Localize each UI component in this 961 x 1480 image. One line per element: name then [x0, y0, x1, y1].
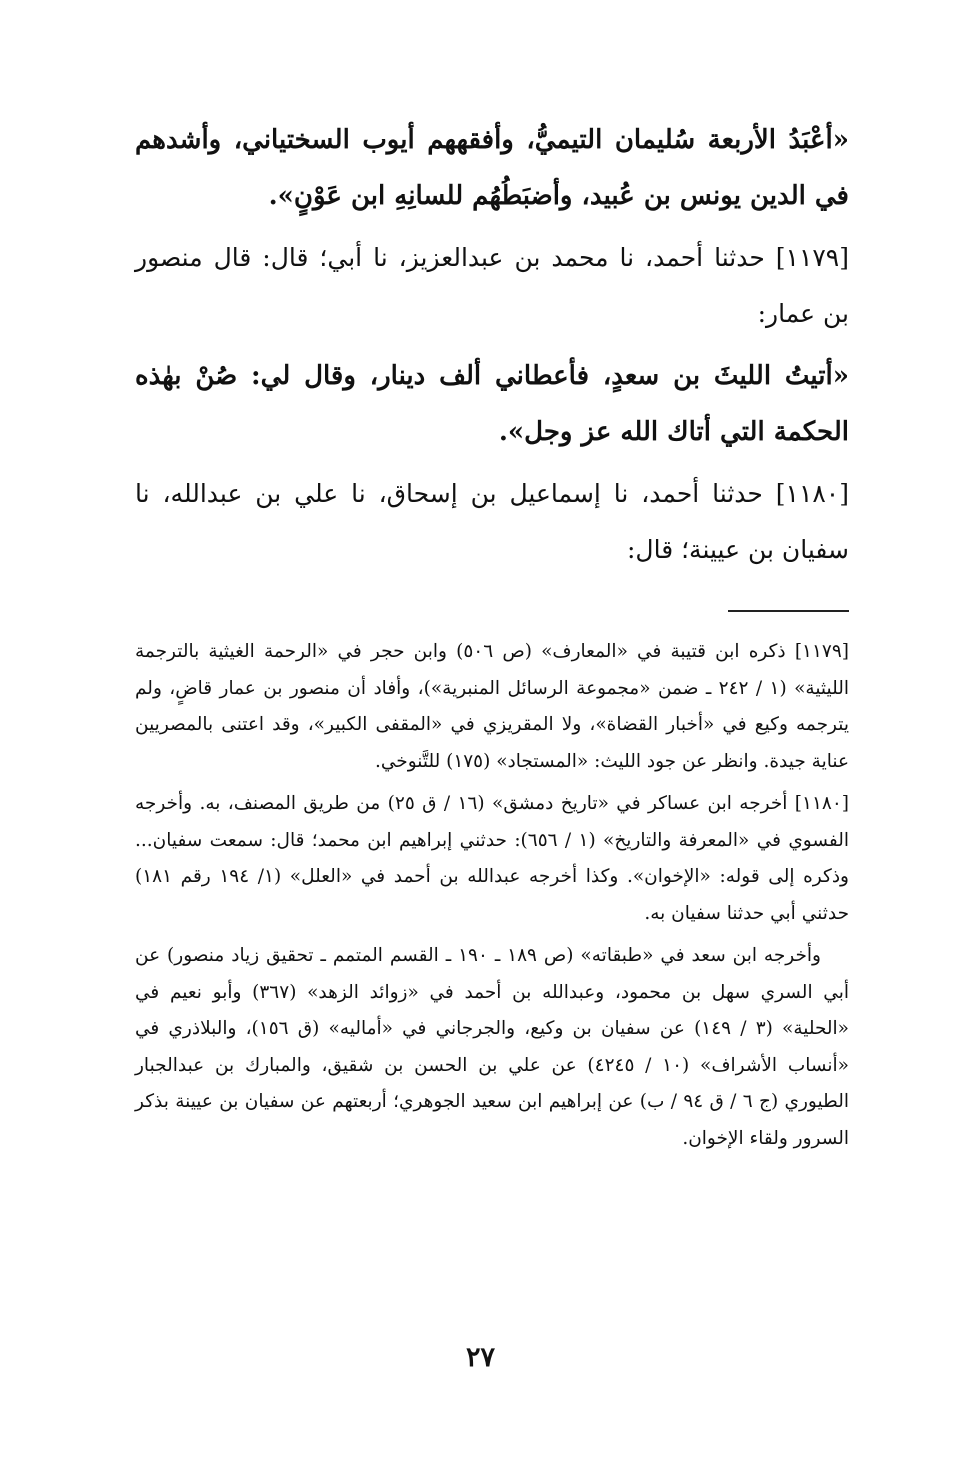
hadith-paragraph-1180: [١١٨٠] حدثنا أحمد، نا إسماعيل بن إسحاق، نا علي بن عبدالله، نا سفيان بن عيينة؛ قال:: [135, 479, 849, 564]
hadith-paragraph-1179: [١١٧٩] حدثنا أحمد، نا محمد بن عبدالعزيز، نا أبي؛ قال: قال منصور بن عمار:: [135, 243, 849, 328]
footnote-divider: [728, 610, 849, 612]
main-text-body: [135, 112, 849, 578]
footnotes-section: [135, 634, 849, 1157]
quote-paragraph-1: «أعْبَدُ الأربعة سُليمان التيميُّ، وأفقههم أيوب السختياني، وأشدهم في الدين يونس بن عُبيد، وأضبَطُهُم للسانِهِ ابن عَوْنٍ».: [135, 125, 849, 211]
page-number: ٢٧: [465, 1342, 495, 1373]
footnote-1180: [١١٨٠] أخرجه ابن عساكر في «تاريخ دمشق» (١٦ / ق ٢٥) من طريق المصنف، به. وأخرجه الفسوي في «المعرفة والتاريخ» (١ / ٦٥٦): حدثني إبراهيم ابن محمد؛ قال: سمعت سفيان... وذكره إلى قوله: «الإخوان». وكذا أخرجه عبدالله بن أحمد في «العلل» (١/ ١٩٤ رقم ١٨١) حدثني أبي حدثنا سفيان به.: [135, 793, 849, 924]
quote-paragraph-2: «أتيتُ الليثَ بن سعدٍ، فأعطاني ألف دينار، وقال لي: صُنْ بهٰذه الحكمة التي أتاك الله عز وجل».: [135, 361, 849, 447]
footnote-1179: [١١٧٩] ذكره ابن قتيبة في «المعارف» (ص ٥٠٦) وابن حجر في «الرحمة الغيثية بالترجمة الليثية» (١ / ٢٤٢ ـ ضمن «مجموعة الرسائل المنبرية»)، وأفاد أن منصور بن عمار قاضٍ، ولم يترجمه وكيع في «أخبار القضاة»، ولا المقريزي في «المقفى الكبير»، وقد اعتنى بالمصريين عناية جيدة. وانظر عن جود الليث: «المستجاد» (١٧٥) للتَّنوخي.: [135, 641, 850, 772]
footnote-1180-continuation: وأخرجه ابن سعد في «طبقاته» (ص ١٨٩ ـ ١٩٠ ـ القسم المتمم ـ تحقيق زياد منصور) عن أبي السري سهل بن محمود، وعبدالله بن أحمد في «زوائد الزهد» (٣٦٧) وأبو نعيم في «الحلية» (٣ / ١٤٩) عن سفيان بن وكيع، والجرجاني في «أماليه» (ق ١٥٦)، والبلاذري في «أنساب الأشراف» (١٠ / ٤٢٤٥) عن علي بن الحسن بن شقيق، والمبارك بن عبدالجبار الطيوري (ج ٦ / ق ٩٤ / ب) عن إبراهيم ابن سعيد الجوهري؛ أربعتهم عن سفيان بن عيينة بذكر السرور ولقاء الإخوان.: [135, 945, 850, 1149]
